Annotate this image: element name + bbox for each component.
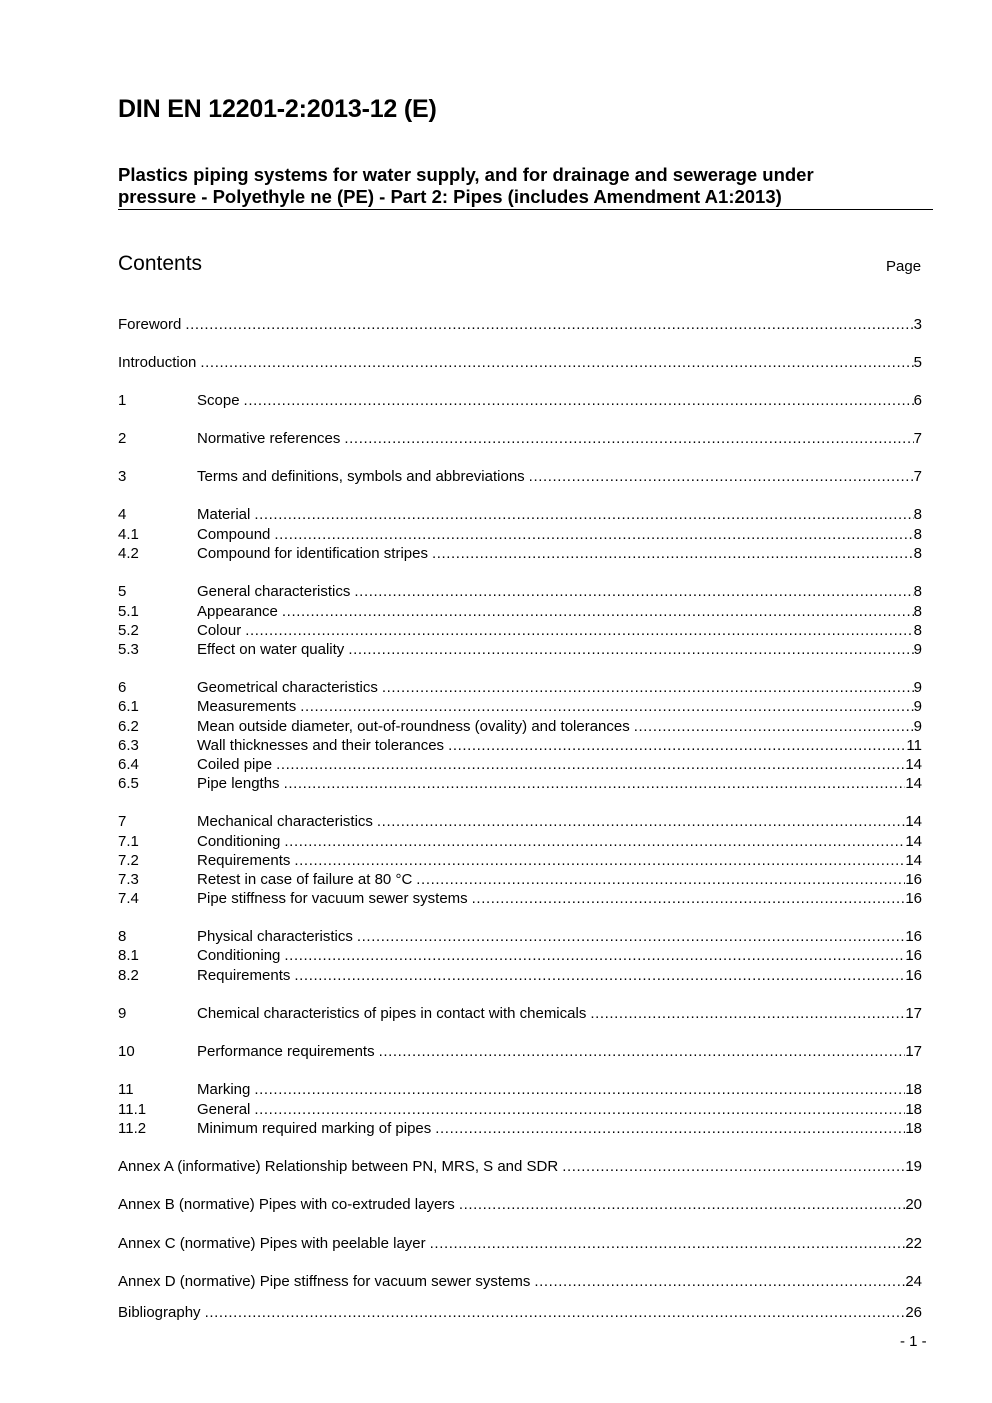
toc-entry-number: 11.2 xyxy=(118,1120,147,1137)
toc-entry-page: 16 xyxy=(905,890,922,907)
toc-entry-number: 3 xyxy=(118,468,127,485)
toc-entry[interactable] xyxy=(118,1043,922,1062)
toc-entry-title: Appearance xyxy=(197,603,278,620)
toc-entry[interactable] xyxy=(118,947,922,966)
toc-entry[interactable] xyxy=(118,1304,922,1323)
toc-entry-number: 6.5 xyxy=(118,775,139,792)
toc-entry[interactable] xyxy=(118,430,922,449)
toc-entry-title: Pipe lengths xyxy=(197,775,280,792)
toc-entry[interactable] xyxy=(118,641,922,660)
toc-entry[interactable] xyxy=(118,1005,922,1024)
toc-entry-number: 4.1 xyxy=(118,526,139,543)
toc-entry-title: Foreword xyxy=(118,316,182,333)
toc-entry-page: 9 xyxy=(913,718,922,735)
toc-entry-title: Requirements xyxy=(197,852,291,869)
toc-entry-title: Mean outside diameter, out-of-roundness (ovality) and tolerances xyxy=(197,718,630,735)
toc-dot-leader xyxy=(294,852,905,869)
toc-entry[interactable] xyxy=(118,928,922,947)
toc-dot-leader xyxy=(448,737,906,754)
toc-dot-leader xyxy=(382,679,914,696)
toc-entry-page: 7 xyxy=(913,468,922,485)
toc-dot-leader xyxy=(274,526,913,543)
toc-entry-title: Bibliography xyxy=(118,1304,201,1321)
toc-entry[interactable] xyxy=(118,603,922,622)
toc-entry-page: 18 xyxy=(905,1101,922,1118)
toc-entry-title: Mechanical characteristics xyxy=(197,813,373,830)
toc-entry-title: Minimum required marking of pipes xyxy=(197,1120,432,1137)
toc-entry[interactable] xyxy=(118,1120,922,1139)
toc-dot-leader xyxy=(348,641,913,658)
toc-entry[interactable] xyxy=(118,852,922,871)
toc-dot-leader xyxy=(377,813,905,830)
toc-entry-page: 11 xyxy=(906,737,922,754)
toc-entry[interactable] xyxy=(118,775,922,794)
toc-entry[interactable] xyxy=(118,1158,922,1177)
toc-dot-leader xyxy=(294,967,905,984)
toc-entry-page: 9 xyxy=(913,679,922,696)
toc-entry[interactable] xyxy=(118,1235,922,1254)
toc-entry-number: 4 xyxy=(118,506,127,523)
toc-entry-title: Material xyxy=(197,506,251,523)
toc-entry-number: 11 xyxy=(118,1081,134,1098)
toc-entry-page: 9 xyxy=(913,698,922,715)
toc-entry-title: Chemical characteristics of pipes in contact with chemicals xyxy=(197,1005,587,1022)
toc-dot-leader xyxy=(534,1273,905,1290)
toc-entry[interactable] xyxy=(118,1196,922,1215)
toc-dot-leader xyxy=(590,1005,905,1022)
toc-entry-title: General xyxy=(197,1101,251,1118)
toc-entry-page: 8 xyxy=(913,506,922,523)
toc-entry-page: 16 xyxy=(905,928,922,945)
toc-entry-page: 8 xyxy=(913,545,922,562)
toc-entry[interactable] xyxy=(118,967,922,986)
toc-entry-page: 16 xyxy=(905,871,922,888)
toc-dot-leader xyxy=(200,354,913,371)
subtitle-line-2: pressure - Polyethyle ne (PE) - Part 2: Pipes (includes Amendment A1:2013) xyxy=(118,186,782,207)
toc-entry[interactable] xyxy=(118,316,922,335)
toc-entry[interactable] xyxy=(118,1101,922,1120)
toc-dot-leader xyxy=(300,698,913,715)
toc-dot-leader xyxy=(276,756,905,773)
toc-entry-page: 8 xyxy=(913,603,922,620)
toc-dot-leader xyxy=(472,890,906,907)
toc-entry-title: Annex B (normative) Pipes with co-extruded layers xyxy=(118,1196,455,1213)
toc-entry-page: 17 xyxy=(905,1043,922,1060)
toc-entry[interactable] xyxy=(118,698,922,717)
toc-dot-leader xyxy=(254,506,913,523)
toc-entry-title: Measurements xyxy=(197,698,297,715)
document-subtitle xyxy=(118,164,933,210)
toc-dot-leader xyxy=(245,622,913,639)
toc-dot-leader xyxy=(344,430,913,447)
toc-entry-page: 8 xyxy=(913,526,922,543)
toc-entry[interactable] xyxy=(118,506,922,525)
toc-entry-title: Coiled pipe xyxy=(197,756,273,773)
toc-dot-leader xyxy=(435,1120,905,1137)
toc-entry-title: Compound xyxy=(197,526,271,543)
toc-entry-title: Annex C (normative) Pipes with peelable layer xyxy=(118,1235,426,1252)
toc-entry-number: 2 xyxy=(118,430,127,447)
toc-entry-page: 14 xyxy=(905,813,922,830)
toc-entry[interactable] xyxy=(118,526,922,545)
toc-dot-leader xyxy=(354,583,913,600)
toc-entry-number: 11.1 xyxy=(118,1101,147,1118)
toc-entry[interactable] xyxy=(118,679,922,698)
toc-dot-leader xyxy=(562,1158,905,1175)
toc-entry-number: 6 xyxy=(118,679,127,696)
toc-entry-page: 8 xyxy=(913,583,922,600)
toc-entry-page: 5 xyxy=(913,354,922,371)
toc-entry-number: 9 xyxy=(118,1005,127,1022)
toc-entry-number: 7.3 xyxy=(118,871,139,888)
toc-entry-number: 7.1 xyxy=(118,833,139,850)
toc-dot-leader xyxy=(244,392,914,409)
toc-entry-number: 4.2 xyxy=(118,545,139,562)
toc-entry-title: Conditioning xyxy=(197,947,281,964)
toc-entry-number: 5.2 xyxy=(118,622,139,639)
toc-entry-page: 9 xyxy=(913,641,922,658)
toc-entry-page: 18 xyxy=(905,1081,922,1098)
toc-entry-page: 17 xyxy=(905,1005,922,1022)
toc-entry-page: 24 xyxy=(905,1273,922,1290)
toc-entry-title: Annex D (normative) Pipe stiffness for vacuum sewer systems xyxy=(118,1273,531,1290)
toc-entry[interactable] xyxy=(118,1273,922,1292)
toc-entry-title: Annex A (informative) Relationship between PN, MRS, S and SDR xyxy=(118,1158,559,1175)
document-id: DIN EN 12201-2:2013-12 (E) xyxy=(118,95,437,123)
toc-dot-leader xyxy=(282,603,914,620)
toc-entry[interactable] xyxy=(118,890,922,909)
toc-dot-leader xyxy=(254,1081,905,1098)
toc-entry[interactable] xyxy=(118,1081,922,1100)
toc-entry-title: Performance requirements xyxy=(197,1043,375,1060)
toc-entry-number: 7.2 xyxy=(118,852,139,869)
toc-entry-page: 8 xyxy=(913,622,922,639)
toc-entry-title: Physical characteristics xyxy=(197,928,353,945)
toc-dot-leader xyxy=(284,775,906,792)
toc-dot-leader xyxy=(205,1304,906,1321)
toc-entry-page: 26 xyxy=(905,1304,922,1321)
toc-dot-leader xyxy=(254,1101,905,1118)
toc-entry-page: 20 xyxy=(905,1196,922,1213)
toc-dot-leader xyxy=(379,1043,906,1060)
toc-dot-leader xyxy=(357,928,905,945)
toc-dot-leader xyxy=(432,545,914,562)
toc-entry-page: 7 xyxy=(913,430,922,447)
toc-entry-title: Wall thicknesses and their tolerances xyxy=(197,737,445,754)
toc-entry[interactable] xyxy=(118,392,922,411)
toc-dot-leader xyxy=(416,871,905,888)
toc-entry-number: 6.1 xyxy=(118,698,139,715)
page-number-footer: - 1 - xyxy=(900,1333,927,1350)
toc-dot-leader xyxy=(284,947,905,964)
toc-entry[interactable] xyxy=(118,622,922,641)
toc-entry-title: Terms and definitions, symbols and abbreviations xyxy=(197,468,525,485)
toc-entry-title: Geometrical characteristics xyxy=(197,679,378,696)
toc-dot-leader xyxy=(284,833,905,850)
toc-entry-number: 5.1 xyxy=(118,603,139,620)
toc-entry-title: Pipe stiffness for vacuum sewer systems xyxy=(197,890,468,907)
toc-entry-page: 14 xyxy=(905,852,922,869)
page-column-heading: Page xyxy=(886,258,922,275)
toc-entry-number: 6.2 xyxy=(118,718,139,735)
toc-entry-number: 8 xyxy=(118,928,127,945)
toc-dot-leader xyxy=(634,718,914,735)
toc-entry[interactable] xyxy=(118,756,922,775)
toc-entry[interactable] xyxy=(118,833,922,852)
toc-entry[interactable] xyxy=(118,545,922,564)
toc-entry-title: General characteristics xyxy=(197,583,351,600)
toc-dot-leader xyxy=(185,316,913,333)
toc-entry-title: Conditioning xyxy=(197,833,281,850)
contents-heading: Contents xyxy=(118,252,203,275)
toc-entry-title: Normative references xyxy=(197,430,341,447)
toc-entry-number: 6.4 xyxy=(118,756,139,773)
toc-entry-title: Scope xyxy=(197,392,240,409)
toc-entry-number: 8.1 xyxy=(118,947,139,964)
toc-entry[interactable] xyxy=(118,871,922,890)
toc-entry[interactable] xyxy=(118,468,922,487)
toc-entry-title: Colour xyxy=(197,622,242,639)
toc-entry-page: 18 xyxy=(905,1120,922,1137)
toc-entry[interactable] xyxy=(118,354,922,373)
toc-dot-leader xyxy=(430,1235,906,1252)
toc-entry-page: 14 xyxy=(905,756,922,773)
toc-entry-page: 16 xyxy=(905,967,922,984)
toc-entry-page: 6 xyxy=(913,392,922,409)
toc-entry-page: 19 xyxy=(905,1158,922,1175)
toc-entry-title: Requirements xyxy=(197,967,291,984)
toc-entry-page: 3 xyxy=(913,316,922,333)
toc-entry-number: 10 xyxy=(118,1043,135,1060)
toc-entry-number: 7.4 xyxy=(118,890,139,907)
toc-entry-title: Effect on water quality xyxy=(197,641,345,658)
toc-entry-title: Compound for identification stripes xyxy=(197,545,428,562)
toc-entry-page: 16 xyxy=(905,947,922,964)
toc-entry-number: 5.3 xyxy=(118,641,139,658)
toc-entry-number: 8.2 xyxy=(118,967,139,984)
toc-entry-page: 22 xyxy=(905,1235,922,1252)
toc-entry-page: 14 xyxy=(905,833,922,850)
toc-entry[interactable] xyxy=(118,583,922,602)
toc-entry-number: 7 xyxy=(118,813,127,830)
toc-entry-number: 5 xyxy=(118,583,127,600)
toc-entry[interactable] xyxy=(118,813,922,832)
toc-dot-leader xyxy=(459,1196,906,1213)
toc-entry-title: Introduction xyxy=(118,354,197,371)
toc-entry-page: 14 xyxy=(905,775,922,792)
toc-dot-leader xyxy=(529,468,914,485)
toc-entry-number: 1 xyxy=(118,392,127,409)
toc-entry[interactable] xyxy=(118,718,922,737)
toc-entry-number: 6.3 xyxy=(118,737,139,754)
toc-entry-title: Retest in case of failure at 80 °C xyxy=(197,871,413,888)
subtitle-line-1: Plastics piping systems for water supply, and for drainage and sewerage under xyxy=(118,164,814,185)
toc-entry-title: Marking xyxy=(197,1081,251,1098)
toc-entry[interactable] xyxy=(118,737,922,756)
